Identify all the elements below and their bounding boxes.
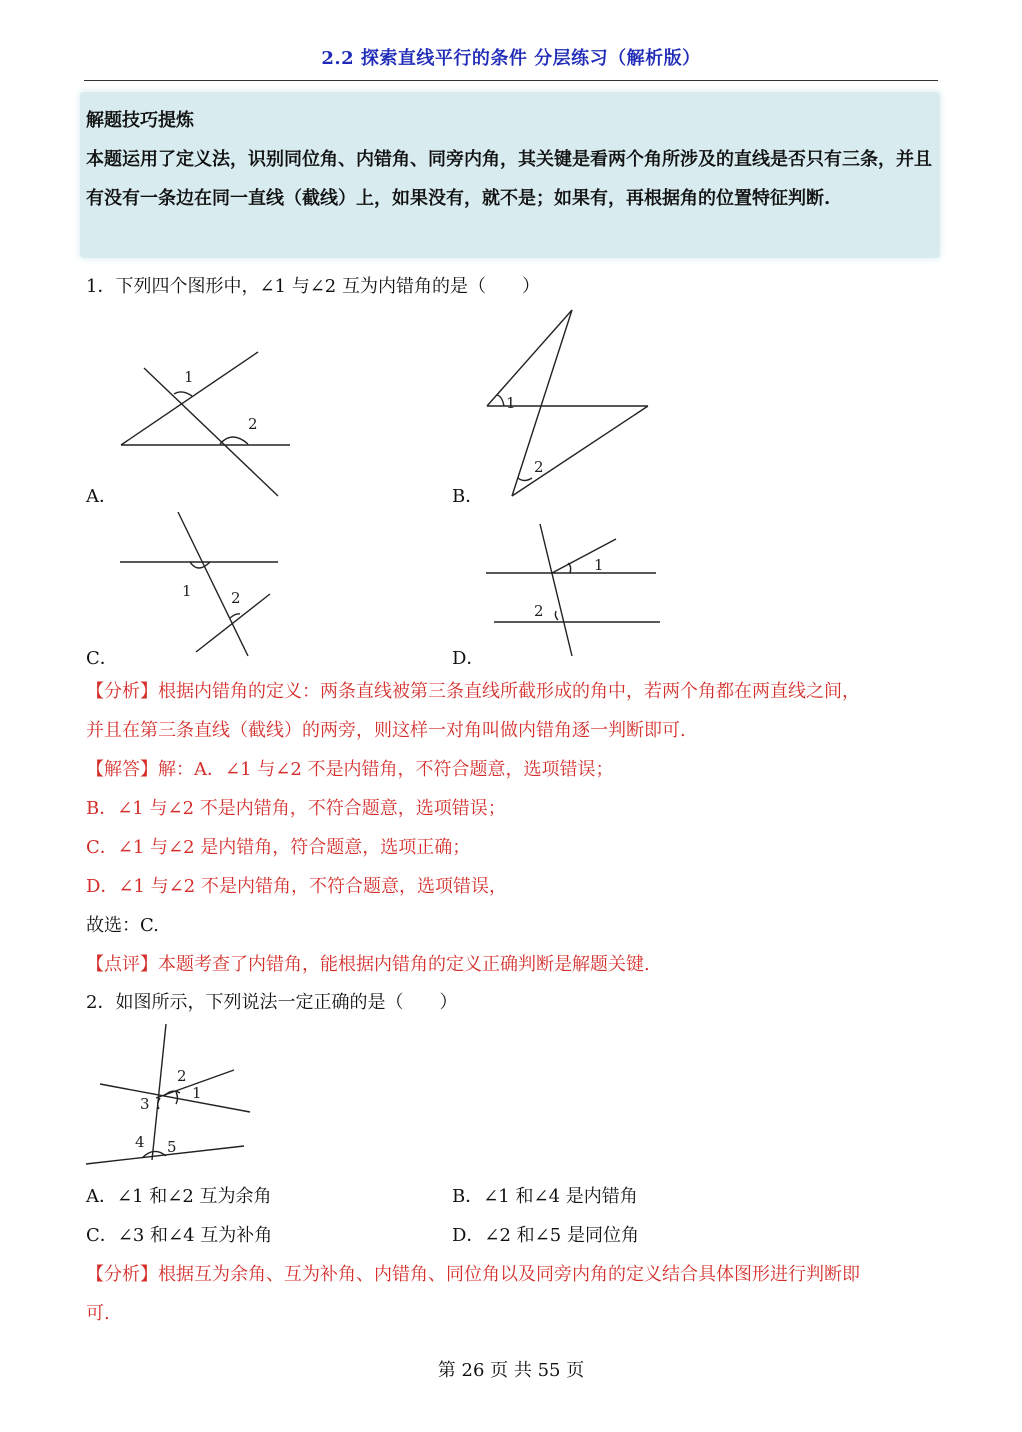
tip-box <box>80 92 940 258</box>
q1-option-b: B． <box>452 486 484 507</box>
figure-q2-label-4: 4 <box>135 1133 145 1151</box>
q2-analysis-line-2: 可. <box>86 1303 110 1324</box>
q1-option-d: D． <box>452 648 485 669</box>
figure-d-label-1: 1 <box>594 556 604 574</box>
q1-solution-line-1: 【解答】解：A．∠1 与∠2 不是内错角，不符合题意，选项错误； <box>86 759 614 780</box>
question-1-stem: 1．下列四个图形中，∠1 与∠2 互为内错角的是（ ） <box>86 276 540 297</box>
tip-body: 本题运用了定义法，识别同位角、内错角、同旁内角，其关键是看两个角所涉及的直线是否只有三条，并且有没有一条边在同一直线（截线）上，如果没有，就不是；如果有，再根据角的位置特征判断. <box>86 149 932 209</box>
q1-solution-line-4: D．∠1 与∠2 不是内错角，不符合题意，选项错误， <box>86 876 507 897</box>
figure-b-label-2: 2 <box>534 458 544 476</box>
figure-c <box>118 510 288 660</box>
figure-q2-label-5: 5 <box>167 1138 177 1156</box>
figure-a <box>118 348 298 498</box>
question-2-stem: 2．如图所示，下列说法一定正确的是（ ） <box>86 992 458 1013</box>
q1-option-a: A． <box>86 486 117 507</box>
q1-solution-line-2: B．∠1 与∠2 不是内错角，不符合题意，选项错误； <box>86 798 506 819</box>
figure-q2-label-3: 3 <box>140 1095 150 1113</box>
q1-analysis-line-1: 【分析】根据内错角的定义：两条直线被第三条直线所截形成的角中，若两个角都在两直线之间， <box>86 681 860 702</box>
figure-a-label-2: 2 <box>248 415 258 433</box>
q1-option-c: C． <box>86 648 118 669</box>
figure-q2-label-1: 1 <box>192 1084 202 1102</box>
q1-comment: 【点评】本题考查了内错角，能根据内错角的定义正确判断是解题关键. <box>86 954 650 975</box>
header-divider <box>84 80 938 81</box>
q1-solution-line-3: C．∠1 与∠2 是内错角，符合题意，选项正确； <box>86 837 471 858</box>
q2-option-b: B．∠1 和∠4 是内错角 <box>452 1186 638 1207</box>
figure-a-label-1: 1 <box>184 368 194 386</box>
q2-option-c: C．∠3 和∠4 互为补角 <box>86 1225 273 1246</box>
q2-option-a: A．∠1 和∠2 互为余角 <box>86 1186 272 1207</box>
figure-c-label-2: 2 <box>231 589 241 607</box>
figure-b <box>484 306 664 506</box>
q1-answer: 故选：C. <box>86 915 159 936</box>
page-footer: 第 26 页 共 55 页 <box>437 1360 585 1381</box>
figure-c-label-1: 1 <box>182 582 192 600</box>
figure-q2 <box>84 1020 264 1170</box>
figure-d <box>484 520 664 660</box>
q2-analysis-line-1: 【分析】根据互为余角、互为补角、内错角、同位角以及同旁内角的定义结合具体图形进行判断即 <box>86 1264 860 1285</box>
figure-d-label-2: 2 <box>534 602 544 620</box>
q1-analysis-line-2: 并且在第三条直线（截线）的两旁，则这样一对角叫做内错角逐一判断即可. <box>86 720 686 741</box>
page-header: 2.2 探索直线平行的条件 分层练习（解析版） <box>321 48 701 69</box>
q2-option-d: D．∠2 和∠5 是同位角 <box>452 1225 639 1246</box>
tip-title: 解题技巧提炼 <box>86 110 194 131</box>
figure-q2-label-2: 2 <box>177 1067 187 1085</box>
figure-b-label-1: 1 <box>506 394 516 412</box>
